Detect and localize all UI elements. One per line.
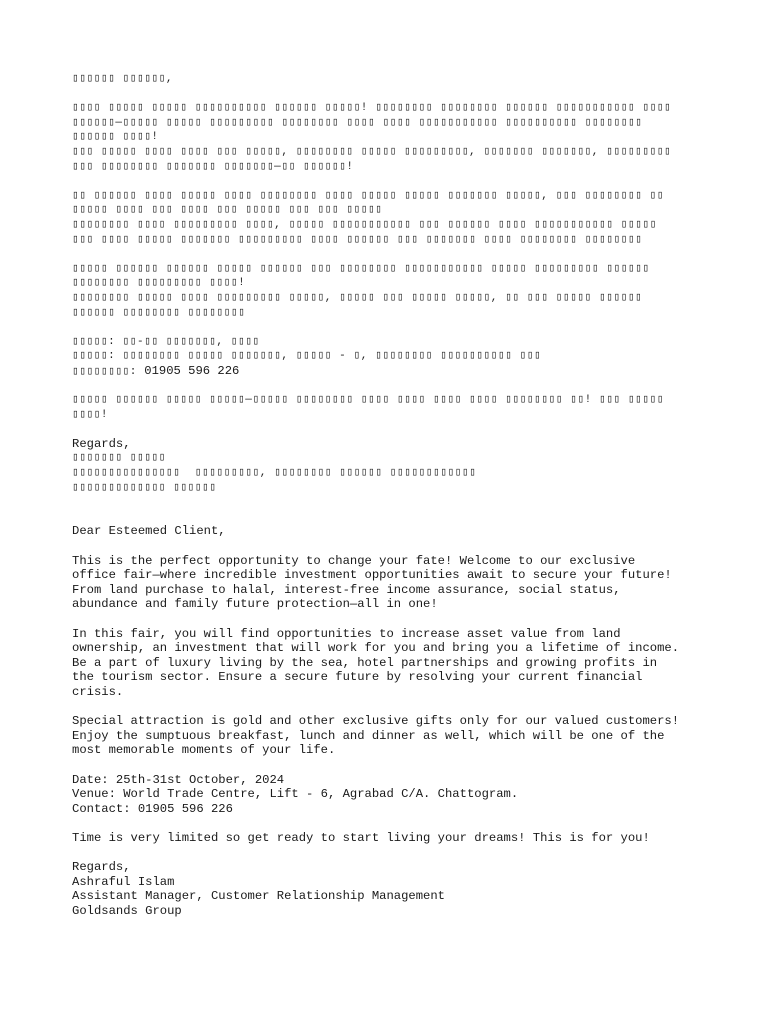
english-venue-line: Venue: World Trade Centre, Lift - 6, Agrabad C/A. Chattogram. <box>72 787 519 802</box>
bengali-p3-line: ▯▯▯▯▯▯▯▯ ▯▯▯▯▯▯▯▯▯ ▯▯▯▯! <box>72 277 246 290</box>
bengali-regards: Regards, <box>72 436 131 451</box>
bengali-paragraph-2 <box>72 189 702 247</box>
english-contact-line: Contact: 01905 596 226 <box>72 801 233 816</box>
bengali-p4-line: ▯▯▯▯! <box>72 408 109 421</box>
english-letter <box>72 524 702 918</box>
bengali-p1-line: ▯▯▯ ▯▯▯▯▯ ▯▯▯▯ ▯▯▯▯ ▯▯▯ ▯▯▯▯▯, ▯▯▯▯▯▯▯▯ ▯▯▯▯▯ ▯▯▯▯▯▯▯▯▯, ▯▯▯▯▯▯▯ ▯▯▯▯▯▯▯, ▯▯▯▯▯▯▯▯▯ <box>72 145 672 158</box>
bengali-p3-line: ▯▯▯▯▯▯ ▯▯▯▯▯▯▯▯ ▯▯▯▯▯▯▯▯ <box>72 306 246 319</box>
bengali-p2-line: ▯▯▯ ▯▯▯▯ ▯▯▯▯▯ ▯▯▯▯▯▯▯ ▯▯▯▯▯▯▯▯▯ ▯▯▯▯ ▯▯▯▯▯▯ ▯▯▯ ▯▯▯▯▯▯▯ ▯▯▯▯ ▯▯▯▯▯▯▯▯ ▯▯▯▯▯▯▯▯ <box>72 233 643 246</box>
english-p2-line: the tourism sector. Ensure a secure future by resolving your current financial <box>72 670 643 685</box>
english-p1-line: office fair—where incredible investment opportunities await to secure your future! <box>72 568 672 583</box>
bengali-company: ▯▯▯▯▯▯▯▯▯▯▯▯▯ ▯▯▯▯▯▯ <box>72 481 217 494</box>
bengali-p1-line: ▯▯▯ ▯▯▯▯▯▯▯▯ ▯▯▯▯▯▯▯ ▯▯▯▯▯▯▯—▯▯ ▯▯▯▯▯▯! <box>72 160 354 173</box>
bengali-p2-line: ▯▯ ▯▯▯▯▯▯ ▯▯▯▯ ▯▯▯▯▯ ▯▯▯▯ ▯▯▯▯▯▯▯▯ ▯▯▯▯ ▯▯▯▯▯ ▯▯▯▯▯ ▯▯▯▯▯▯▯ ▯▯▯▯▯, ▯▯▯ ▯▯▯▯▯▯▯▯ ▯▯ <box>72 189 664 202</box>
english-salutation: Dear Esteemed Client, <box>72 524 226 539</box>
english-paragraph-3 <box>72 714 702 758</box>
bengali-p3-line: ▯▯▯▯▯ ▯▯▯▯▯▯ ▯▯▯▯▯▯ ▯▯▯▯▯ ▯▯▯▯▯▯ ▯▯▯ ▯▯▯▯▯▯▯▯ ▯▯▯▯▯▯▯▯▯▯▯ ▯▯▯▯▯ ▯▯▯▯▯▯▯▯▯ ▯▯▯▯▯▯ <box>72 262 650 275</box>
english-paragraph-2 <box>72 627 702 700</box>
bengali-paragraph-1 <box>72 101 702 174</box>
bengali-contact-number: 01905 596 226 <box>136 363 240 378</box>
english-p2-line: Be a part of luxury living by the sea, hotel partnerships and growing profits in <box>72 655 658 670</box>
bengali-paragraph-3 <box>72 262 702 320</box>
bengali-contact-line <box>72 364 702 379</box>
english-date-line: Date: 25th-31st October, 2024 <box>72 772 285 787</box>
bengali-p1-line: ▯▯▯▯▯▯—▯▯▯▯▯ ▯▯▯▯▯ ▯▯▯▯▯▯▯▯▯ ▯▯▯▯▯▯▯▯ ▯▯▯▯ ▯▯▯▯ ▯▯▯▯▯▯▯▯▯▯▯ ▯▯▯▯▯▯▯▯▯▯ ▯▯▯▯▯▯▯▯ <box>72 116 643 129</box>
english-p1-line: abundance and family future protection—all in one! <box>72 597 438 612</box>
english-p3-line: Special attraction is gold and other exclusive gifts only for our valued customers! <box>72 714 680 729</box>
english-p2-line: ownership, an investment that will work for you and bring you a lifetime of income. <box>72 641 680 656</box>
bengali-p3-line: ▯▯▯▯▯▯▯▯ ▯▯▯▯▯ ▯▯▯▯ ▯▯▯▯▯▯▯▯▯ ▯▯▯▯▯, ▯▯▯▯▯ ▯▯▯ ▯▯▯▯▯ ▯▯▯▯▯, ▯▯ ▯▯▯ ▯▯▯▯▯ ▯▯▯▯▯▯ <box>72 291 643 304</box>
english-company: Goldsands Group <box>72 903 182 918</box>
english-regards: Regards, <box>72 860 131 875</box>
bengali-signatory-name: ▯▯▯▯▯▯▯ ▯▯▯▯▯ <box>72 452 166 465</box>
english-signatory-title: Assistant Manager, Customer Relationship Management <box>72 889 445 904</box>
bengali-signatory-title: ▯▯▯▯▯▯▯▯▯▯▯▯▯▯▯ ▯▯▯▯▯▯▯▯▯, ▯▯▯▯▯▯▯▯ ▯▯▯▯▯▯ ▯▯▯▯▯▯▯▯▯▯▯▯ <box>72 467 477 480</box>
english-p3-line: Enjoy the sumptuous breakfast, lunch and dinner as well, which will be one of the <box>72 728 665 743</box>
bengali-paragraph-4 <box>72 393 702 422</box>
letter-page <box>72 72 702 918</box>
bengali-contact-label: ▯▯▯▯▯▯▯▯: <box>72 365 137 378</box>
bengali-letter <box>72 72 702 495</box>
english-p1-line: From land purchase to halal, interest-free income assurance, social status, <box>72 582 621 597</box>
bengali-venue-line: ▯▯▯▯▯: ▯▯▯▯▯▯▯▯ ▯▯▯▯▯ ▯▯▯▯▯▯▯, ▯▯▯▯▯ - ▯, ▯▯▯▯▯▯▯▯ ▯▯▯▯▯▯▯▯▯▯ ▯▯▯ <box>72 350 542 363</box>
bengali-p4-line: ▯▯▯▯▯ ▯▯▯▯▯▯ ▯▯▯▯▯ ▯▯▯▯▯—▯▯▯▯▯ ▯▯▯▯▯▯▯▯ ▯▯▯▯ ▯▯▯▯ ▯▯▯▯ ▯▯▯▯ ▯▯▯▯▯▯▯▯ ▯▯! ▯▯▯ ▯▯▯▯▯ <box>72 394 664 407</box>
bengali-p1-line: ▯▯▯▯▯▯ ▯▯▯▯! <box>72 131 159 144</box>
bengali-p1-line: ▯▯▯▯ ▯▯▯▯▯ ▯▯▯▯▯ ▯▯▯▯▯▯▯▯▯▯ ▯▯▯▯▯▯ ▯▯▯▯▯! ▯▯▯▯▯▯▯▯ ▯▯▯▯▯▯▯▯ ▯▯▯▯▯▯ ▯▯▯▯▯▯▯▯▯▯▯ ▯▯▯▯ <box>72 102 672 115</box>
bengali-p2-line: ▯▯▯▯▯ ▯▯▯▯ ▯▯▯ ▯▯▯▯ ▯▯▯ ▯▯▯▯▯ ▯▯▯ ▯▯▯ ▯▯▯▯▯ <box>72 204 383 217</box>
english-p3-line: most memorable moments of your life. <box>72 743 336 758</box>
english-signatory-name: Ashraful Islam <box>72 874 175 889</box>
english-p2-line: crisis. <box>72 684 124 699</box>
english-p2-line: In this fair, you will find opportunities to increase asset value from land <box>72 626 621 641</box>
english-paragraph-1 <box>72 554 702 612</box>
bengali-salutation: ▯▯▯▯▯▯ ▯▯▯▯▯▯, <box>72 73 174 85</box>
english-closing-line: Time is very limited so get ready to start living your dreams! This is for you! <box>72 830 650 845</box>
bengali-p2-line: ▯▯▯▯▯▯▯▯ ▯▯▯▯ ▯▯▯▯▯▯▯▯▯ ▯▯▯▯, ▯▯▯▯▯ ▯▯▯▯▯▯▯▯▯▯▯ ▯▯▯ ▯▯▯▯▯▯ ▯▯▯▯ ▯▯▯▯▯▯▯▯▯▯▯ ▯▯▯▯▯ <box>72 218 657 231</box>
english-p1-line: This is the perfect opportunity to change your fate! Welcome to our exclusive <box>72 553 636 568</box>
bengali-date-line: ▯▯▯▯▯: ▯▯-▯▯ ▯▯▯▯▯▯▯, ▯▯▯▯ <box>72 335 260 348</box>
